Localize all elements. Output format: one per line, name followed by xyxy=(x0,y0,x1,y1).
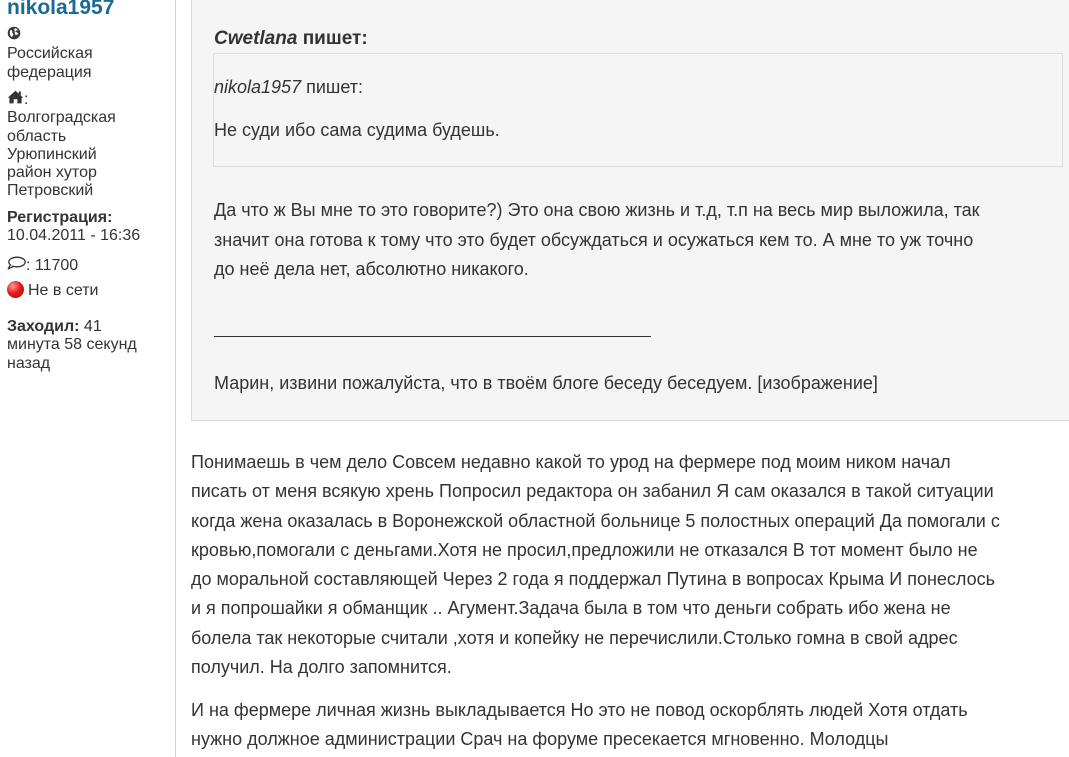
nested-quote-block xyxy=(213,53,1063,167)
last-visit-label: Заходил: xyxy=(7,318,80,335)
post-count xyxy=(7,256,172,275)
post-content xyxy=(191,0,1069,757)
location-line: район хутор xyxy=(7,164,97,182)
paragraph-line: нужно должное администрации Срач на форуме пресекается мгновенно. Молодцы xyxy=(191,729,889,750)
quote-block xyxy=(191,0,1069,421)
location-line: Волгоградская xyxy=(7,109,116,127)
status-text: Не в сети xyxy=(28,282,99,299)
paragraph-line: и я попрошайки я обманщик .. Агумент.Задача была в том что деньги собрать ибо жена не xyxy=(191,598,951,619)
signature-divider xyxy=(214,336,651,337)
paragraph-line: писать от меня всякую хрень Попросил редактора он забанил Я сам оказался в такой ситуации xyxy=(191,481,994,502)
offline-status-icon xyxy=(7,281,24,298)
location-line: область xyxy=(7,127,67,145)
location-line: Урюпинский xyxy=(7,145,97,163)
registration-label: Регистрация: xyxy=(7,209,113,226)
paragraph-line: получил. На долго запомнится. xyxy=(191,657,452,678)
quote-paragraph xyxy=(214,196,1059,285)
home-icon xyxy=(7,90,24,109)
post-paragraph xyxy=(191,448,1069,682)
paragraph-line: кровью,помогали с деньгами.Хотя не просил,предложили не отказался В тот момент было не xyxy=(191,539,978,560)
nested-quote-says: пишет: xyxy=(301,77,363,97)
author-sidebar xyxy=(0,0,176,757)
quote-author-line xyxy=(214,28,368,50)
location-line: Петровский xyxy=(7,182,94,200)
last-visit-value: 41 xyxy=(79,318,102,335)
online-status xyxy=(7,282,172,300)
home-colon: : xyxy=(24,90,29,108)
country-line: федерация xyxy=(7,63,92,81)
paragraph-line: болела так некоторые считали ,хотя и копейку не перечислили.Столько гомна в свой адрес xyxy=(191,627,958,648)
nested-quote-author[interactable]: nikola1957 xyxy=(214,77,302,97)
nested-quote-author-line xyxy=(214,77,363,98)
author-country xyxy=(7,26,172,82)
comment-icon xyxy=(7,256,26,275)
last-visit-value: назад xyxy=(7,354,51,372)
author-username[interactable]: nikola1957 xyxy=(7,0,115,19)
registration-info xyxy=(7,209,172,246)
post-paragraph xyxy=(191,696,1069,755)
last-visit-value: минута 58 секунд xyxy=(7,336,137,354)
quote-line: значит она готова к тому что это будет обсуждаться и осужаться кем то. А мне то уж точно xyxy=(214,229,974,250)
country-line: Российская xyxy=(7,45,93,63)
registration-date: 10.04.2011 - 16:36 xyxy=(7,227,141,245)
last-visit xyxy=(7,318,172,373)
nested-quote-text: Не суди ибо сама судима будешь. xyxy=(214,120,500,140)
paragraph-line: до моральной составляющей Через 2 года я поддержал Путина в вопросах Крыма И понеслось xyxy=(191,569,996,590)
author-location xyxy=(7,90,172,201)
paragraph-line: когда жена оказалась в Воронежской областной больнице 5 полостных операций Да помогали с xyxy=(191,510,1000,531)
paragraph-line: Понимаешь в чем дело Совсем недавно какой то урод на фермере под моим ником начал xyxy=(191,452,951,472)
quote-line: до неё дела нет, абсолютно никакого. xyxy=(214,259,529,279)
globe-icon xyxy=(7,26,21,45)
quote-says: пишет: xyxy=(297,28,368,49)
paragraph-line: И на фермере личная жизнь выкладывается Но это не повод оскорблять людей Хотя отдать xyxy=(191,700,968,720)
quote-author[interactable]: Cwetlana xyxy=(214,28,298,49)
quote-signature: Марин, извини пожалуйста, что в твоём блоге беседу беседуем. [изображение] xyxy=(214,373,878,393)
post-count-value: : 11700 xyxy=(26,256,79,274)
quote-line: Да что ж Вы мне то это говорите?) Это она свою жизнь и т.д, т.п на весь мир выложила, так xyxy=(214,200,980,220)
